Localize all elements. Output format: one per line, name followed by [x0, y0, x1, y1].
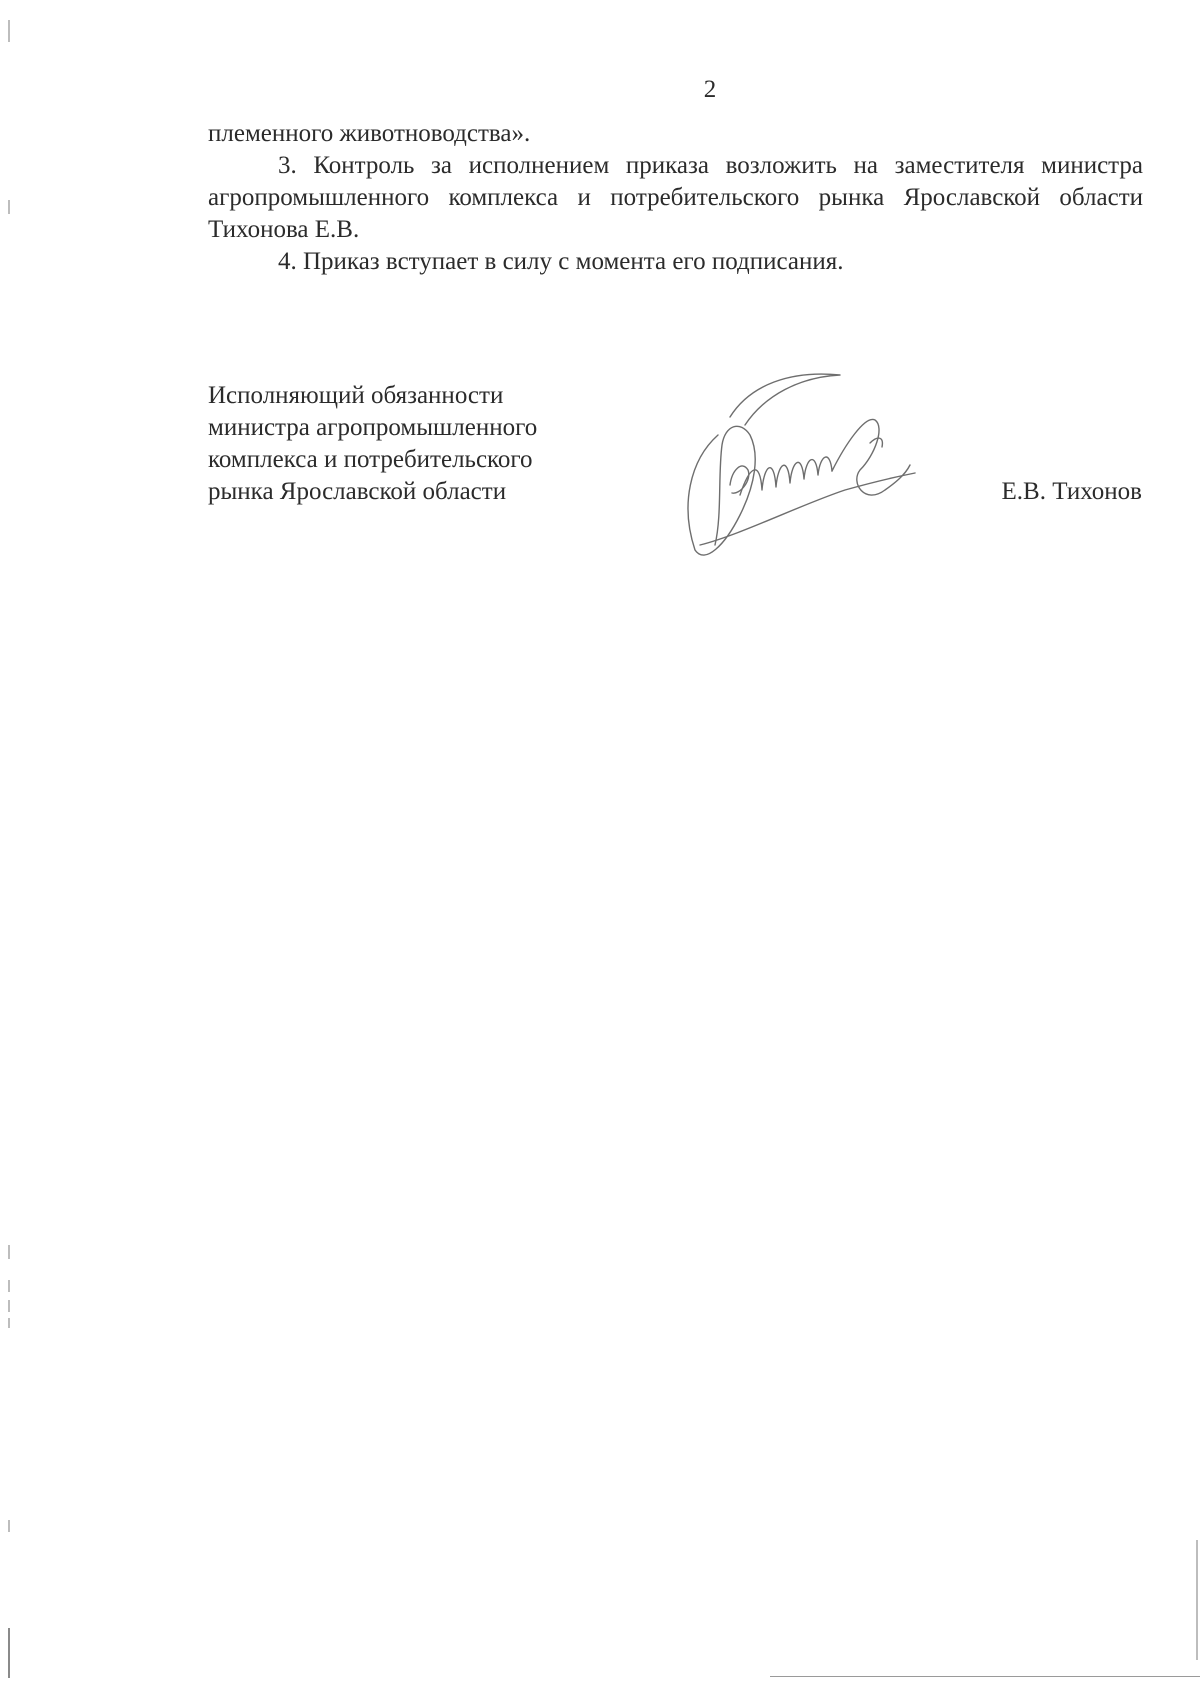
scan-edge-mark: [8, 1628, 10, 1678]
scan-edge-mark: [1196, 1540, 1198, 1660]
scan-edge-mark: [8, 1318, 10, 1328]
signatory-position-line: министра агропромышленного: [208, 414, 538, 441]
scan-edge-mark: [8, 200, 10, 214]
scan-edge-mark: [8, 1300, 10, 1312]
scan-edge-mark: [8, 1245, 10, 1259]
scan-edge-mark: [8, 1280, 10, 1292]
paragraph-effective-clause: 4. Приказ вступает в силу с момента его подписания.: [278, 248, 844, 275]
handwritten-signature: [670, 365, 920, 575]
scan-edge-mark: [8, 1520, 10, 1532]
signatory-position: [208, 380, 608, 508]
paragraph-control-clause: 3. Контроль за исполнением приказа возложить на заместителя министра агропромышленного комплекса и потребительского рынка Ярославской области Тихонова Е.В.: [208, 152, 1143, 243]
scan-edge-mark: [8, 20, 10, 42]
paragraph-continuation: племенного животноводства».: [208, 120, 531, 147]
signatory-position-line: комплекса и потребительского: [208, 446, 533, 473]
scan-bottom-line: [770, 1676, 1200, 1677]
signatory-position-line: рынка Ярославской области: [208, 478, 507, 505]
page-number: 2: [703, 76, 717, 103]
signatory-position-line: Исполняющий обязанности: [208, 382, 504, 409]
signatory-name: Е.В. Тихонов: [1001, 478, 1142, 505]
document-body: [208, 118, 1143, 278]
